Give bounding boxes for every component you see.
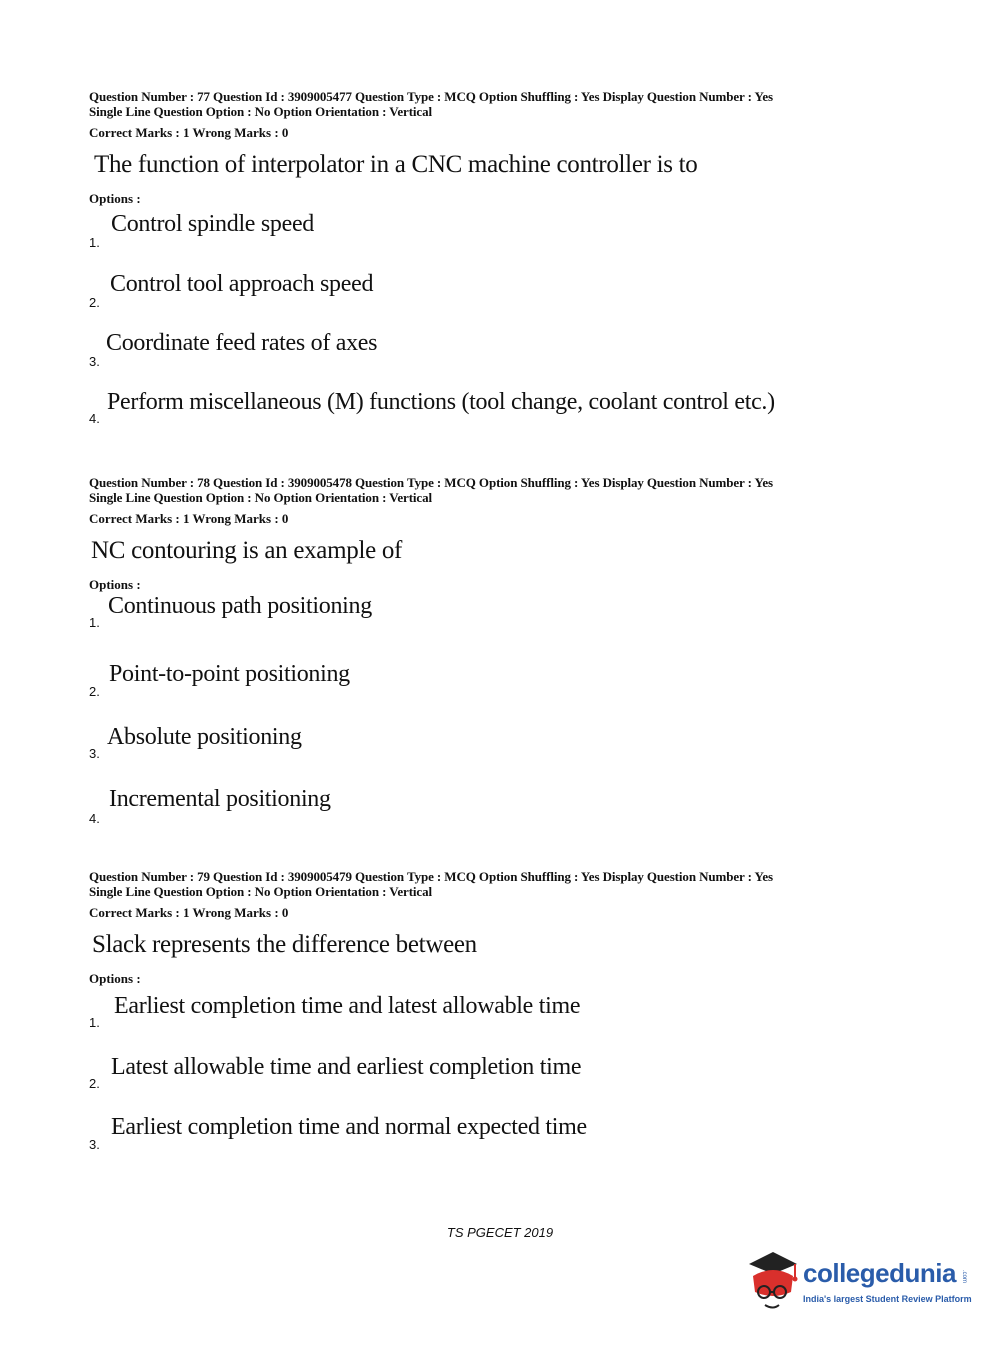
option-text: Coordinate feed rates of axes xyxy=(106,330,378,356)
logo-tagline: India's largest Student Review Platform xyxy=(803,1294,972,1304)
option-item xyxy=(89,1045,909,1105)
options-label: Options : xyxy=(89,191,141,206)
question-marks: Correct Marks : 1 Wrong Marks : 0 xyxy=(89,511,289,526)
option-number: 1. xyxy=(89,1015,100,1030)
logo-wordmark: collegedunia xyxy=(803,1258,956,1288)
option-text: Latest allowable time and earliest completion time xyxy=(111,1054,582,1080)
option-text: Continuous path positioning xyxy=(108,593,372,619)
question-marks: Correct Marks : 1 Wrong Marks : 0 xyxy=(89,905,289,920)
option-text: Perform miscellaneous (M) functions (tool change, coolant control etc.) xyxy=(107,389,775,415)
option-number: 1. xyxy=(89,615,100,630)
option-item xyxy=(89,649,909,714)
option-item xyxy=(89,269,909,329)
option-number: 4. xyxy=(89,411,100,426)
question-marks: Correct Marks : 1 Wrong Marks : 0 xyxy=(89,125,289,140)
option-number: 2. xyxy=(89,1076,100,1091)
option-item xyxy=(89,589,909,649)
options-label: Options : xyxy=(89,971,141,986)
options-label: Options : xyxy=(89,577,141,592)
question-meta-line1: Question Number : 79 Question Id : 3909005479 Question Type : MCQ Option Shuffling : Yes Display Question Number : Yes xyxy=(89,869,774,884)
option-number: 3. xyxy=(89,354,100,369)
option-text: Control spindle speed xyxy=(111,211,315,237)
option-text: Point-to-point positioning xyxy=(109,661,350,687)
option-number: 2. xyxy=(89,684,100,699)
option-number: 4. xyxy=(89,811,100,826)
question-77 xyxy=(89,89,909,449)
option-number: 3. xyxy=(89,746,100,761)
option-text: Control tool approach speed xyxy=(110,271,374,297)
option-text: Incremental positioning xyxy=(109,786,331,812)
question-meta-line2: Single Line Question Option : No Option Orientation : Vertical xyxy=(89,104,433,119)
option-number: 2. xyxy=(89,295,100,310)
option-item xyxy=(89,329,909,389)
question-text: The function of interpolator in a CNC machine controller is to xyxy=(94,151,698,178)
option-number: 1. xyxy=(89,235,100,250)
graduate-mascot-icon xyxy=(743,1250,801,1320)
option-item xyxy=(89,389,909,449)
option-item xyxy=(89,985,909,1045)
option-text: Earliest completion time and normal expected time xyxy=(111,1114,587,1140)
logo-domain-suffix: .com xyxy=(961,1270,967,1284)
question-text: NC contouring is an example of xyxy=(91,537,403,564)
option-text: Absolute positioning xyxy=(107,724,302,750)
option-number: 3. xyxy=(89,1137,100,1152)
question-79 xyxy=(89,869,909,1165)
option-item xyxy=(89,714,909,777)
question-meta-line1: Question Number : 77 Question Id : 3909005477 Question Type : MCQ Option Shuffling : Yes Display Question Number : Yes xyxy=(89,89,774,104)
option-item xyxy=(89,1105,909,1165)
collegedunia-logo xyxy=(743,1250,973,1320)
option-text: Earliest completion time and latest allowable time xyxy=(114,993,581,1019)
page-footer: TS PGECET 2019 xyxy=(446,1225,554,1240)
question-text: Slack represents the difference between xyxy=(92,931,477,958)
option-item xyxy=(89,209,909,269)
question-meta-line2: Single Line Question Option : No Option Orientation : Vertical xyxy=(89,884,433,899)
option-item xyxy=(89,777,909,837)
question-78 xyxy=(89,475,909,837)
question-meta-line2: Single Line Question Option : No Option Orientation : Vertical xyxy=(89,490,433,505)
question-meta-line1: Question Number : 78 Question Id : 3909005478 Question Type : MCQ Option Shuffling : Yes Display Question Number : Yes xyxy=(89,475,774,490)
